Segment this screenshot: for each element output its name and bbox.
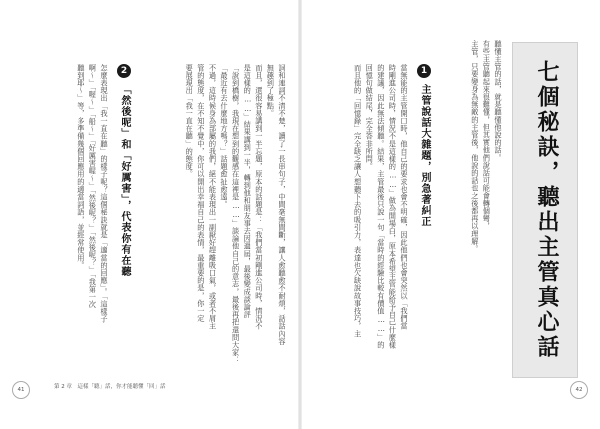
- body-line: 「說到橋樹，我現在想到的觀感在這裡是……」談論他自己的意志，最後再把還問大家：: [231, 64, 241, 364]
- section-heading: 「然後呢」和「好厲害」，代表你有在聽: [119, 84, 130, 277]
- body-line: 怎麼表現出「我一直在聽」的樣子呢？這個秘訣就是「適當的回應」。「這樣子: [100, 64, 109, 323]
- body-paragraph: [156, 64, 288, 364]
- body-line: 是這樣的……」結果講到一半，轉到他和朋友事去因過屆，最後變成談論評: [243, 64, 253, 319]
- section-body: [66, 64, 110, 364]
- page-number: 41: [12, 381, 30, 399]
- body-line: 不過，這時候身為部屬的我們，絕不能表現出一副厭好趕離吸口氣，或者不屑主: [208, 64, 218, 330]
- chapter-title: 七個秘訣，聽出主管真心話: [534, 60, 559, 360]
- chapter-footer: 第 2 章 這樣「聽」話，你才能聽懂「回」話: [54, 384, 166, 390]
- body-line: 回憶句做結尾，完全答非所問。: [365, 64, 375, 171]
- book-gutter: [298, 0, 302, 429]
- body-line: 的建議，因此無法傾聽。結果，主管最後只說一句「當時的經驗比較有價值……」的: [376, 64, 386, 349]
- intro-line: 主管，只要變身為無敵的主管後，他說的話也之後都再以理解。: [470, 40, 480, 253]
- section-number-badge: 2: [117, 64, 131, 78]
- body-line: 無趣到了極點。: [266, 64, 276, 118]
- section-number-badge: 1: [417, 64, 431, 78]
- body-line: 而且他的「回憶錄」完全缺乏讓人想聽下去的吸引力，表達也欠缺說故事技巧，主: [353, 64, 363, 338]
- body-line: 啊～」「喔～」「船～」「好厲害喔～」「然後呢？」「然後呢？」「我第一次: [88, 64, 98, 309]
- intro-line: 聽懂主管的話，就是聽懂他說的話。: [494, 40, 503, 162]
- body-line: 聽到耶～」等，多準備幾個回應用的適當詞語，並經常使用。: [76, 64, 86, 270]
- section-heading: 主管說話大雜題，別急著糾正: [419, 84, 430, 227]
- body-line: 要展現出「我一直在聽」的態度。: [185, 64, 195, 178]
- intro-line: 有些主管聽起來很難懂，但其實他們說話可能會轉個彎，: [482, 40, 492, 230]
- body-line: 當無能的主管開口時，他自己的要求也會不明確，因此他們也會突然以「我們當: [400, 64, 409, 330]
- body-line: 而且，還很容易講到一半忘題，原本的話題是：「我們當初剛進公司時，情況不: [254, 64, 264, 330]
- body-line: 管的態度，在不知不覺中，你可以開出幸福自己的表情，最重要的是，你一定: [196, 64, 206, 323]
- intro-paragraph: [448, 40, 504, 340]
- page-number: 42: [570, 381, 588, 399]
- body-line: 詞和連詞不清不楚，讀了一長串句子，中間毫無間斷，讓人愈聽愈不耐煩，話話內容: [278, 64, 287, 346]
- section-body: [338, 64, 410, 364]
- body-line: 時剛進公司時，情況不是這樣的……」做為開場白，原本希望主管能給予自己什麼樣: [388, 64, 398, 349]
- body-line: 「最近有去什麼地方嗎？」話題愈扯愈遠。: [220, 64, 230, 209]
